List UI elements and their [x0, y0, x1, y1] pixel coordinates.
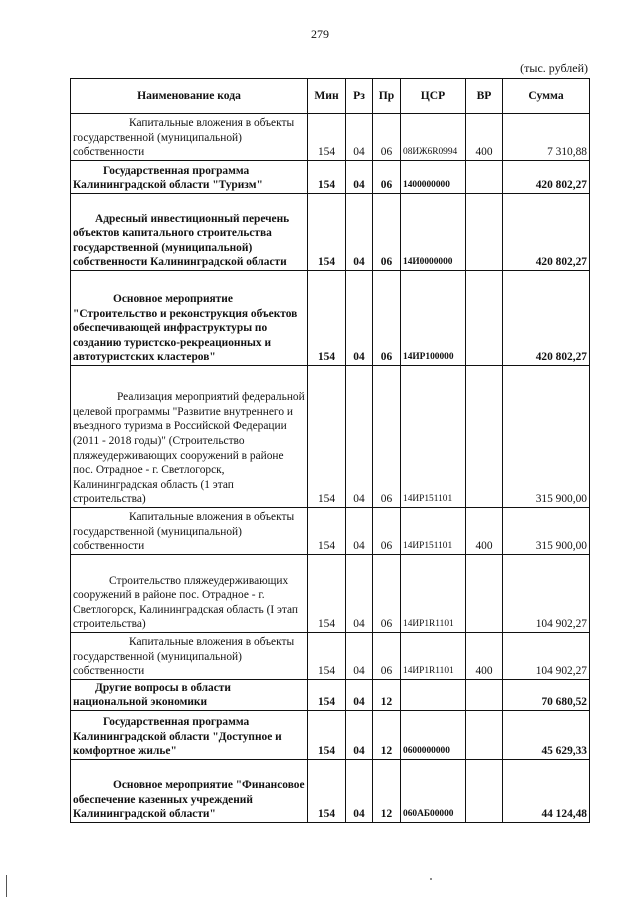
row-min: 154: [308, 194, 346, 271]
table-row: [71, 194, 590, 271]
row-csr: 14ИР1R1101: [401, 555, 466, 633]
table-row: [71, 633, 590, 680]
row-vr: [466, 271, 503, 366]
row-min: 154: [308, 271, 346, 366]
row-csr: [401, 680, 466, 711]
row-pr: 06: [373, 508, 401, 555]
row-min: 154: [308, 161, 346, 194]
row-sum: 104 902,27: [503, 633, 590, 680]
row-rz: 04: [346, 366, 373, 508]
row-csr: 08ИЖ6R0994: [401, 114, 466, 161]
row-rz: 04: [346, 555, 373, 633]
header-sum: Сумма: [503, 79, 590, 114]
row-rz: 04: [346, 194, 373, 271]
row-sum: 420 802,27: [503, 194, 590, 271]
table-row: [71, 508, 590, 555]
row-name: Другие вопросы в области национальной экономики: [71, 680, 308, 711]
row-vr: [466, 366, 503, 508]
row-csr: 14ИР151101: [401, 508, 466, 555]
row-csr: 14ИР151101: [401, 366, 466, 508]
row-min: 154: [308, 633, 346, 680]
header-csr: ЦСР: [401, 79, 466, 114]
row-vr: [466, 760, 503, 823]
row-name: Реализация мероприятий федеральной целевой программы "Развитие внутреннего и въездного туризма в Российской Федерации (2011 - 2018 годы)" (Строительство пляжеудерживающих сооружений в районе пос. Отрадное - г. Светлогорск, Калининградская область (1 этап строительства): [71, 366, 308, 508]
row-sum: 420 802,27: [503, 271, 590, 366]
row-vr: [466, 680, 503, 711]
row-name: Капитальные вложения в объекты государственной (муниципальной) собственности: [71, 114, 308, 161]
row-sum: 70 680,52: [503, 680, 590, 711]
row-name: Капитальные вложения в объекты государственной (муниципальной) собственности: [71, 633, 308, 680]
row-vr: 400: [466, 508, 503, 555]
row-sum: 420 802,27: [503, 161, 590, 194]
row-min: 154: [308, 680, 346, 711]
row-pr: 12: [373, 760, 401, 823]
table-row: [71, 161, 590, 194]
row-sum: 315 900,00: [503, 366, 590, 508]
table-header-row: [71, 79, 590, 114]
row-name: Адресный инвестиционный перечень объектов капитального строительства государственной (муниципальной) собственности Калининградской области: [71, 194, 308, 271]
row-name: Капитальные вложения в объекты государственной (муниципальной) собственности: [71, 508, 308, 555]
row-name: Строительство пляжеудерживающих сооружений в районе пос. Отрадное - г. Светлогорск, Калининградская область (I этап строительства): [71, 555, 308, 633]
row-min: 154: [308, 508, 346, 555]
row-vr: 400: [466, 114, 503, 161]
row-rz: 04: [346, 508, 373, 555]
row-csr: 14ИР1R1101: [401, 633, 466, 680]
row-min: 154: [308, 555, 346, 633]
row-rz: 04: [346, 633, 373, 680]
row-pr: 06: [373, 633, 401, 680]
row-min: 154: [308, 711, 346, 760]
row-min: 154: [308, 366, 346, 508]
row-name: Государственная программа Калининградской области "Туризм": [71, 161, 308, 194]
page-number: 279: [311, 27, 329, 41]
row-rz: 04: [346, 760, 373, 823]
table-row: [71, 711, 590, 760]
header-name: Наименование кода: [71, 79, 308, 114]
row-pr: 12: [373, 711, 401, 760]
row-min: 154: [308, 760, 346, 823]
margin-tick: [6, 875, 7, 897]
row-pr: 12: [373, 680, 401, 711]
row-pr: 06: [373, 194, 401, 271]
scan-speck: [430, 878, 432, 880]
header-min: Мин: [308, 79, 346, 114]
row-rz: 04: [346, 711, 373, 760]
header-pr: Пр: [373, 79, 401, 114]
table-row: [71, 366, 590, 508]
row-sum: 7 310,88: [503, 114, 590, 161]
budget-table: [70, 78, 590, 823]
row-name: Основное мероприятие "Строительство и реконструкция объектов обеспечивающей инфраструктуры по созданию туристско-рекреационных и автотуристских кластеров": [71, 271, 308, 366]
row-sum: 45 629,33: [503, 711, 590, 760]
row-vr: [466, 194, 503, 271]
table-row: [71, 271, 590, 366]
row-rz: 04: [346, 161, 373, 194]
table-row: [71, 760, 590, 823]
row-csr: 0600000000: [401, 711, 466, 760]
row-vr: 400: [466, 633, 503, 680]
header-rz: Рз: [346, 79, 373, 114]
row-sum: 104 902,27: [503, 555, 590, 633]
header-vr: ВР: [466, 79, 503, 114]
units-label: (тыс. рублей): [520, 61, 588, 75]
table-row: [71, 114, 590, 161]
row-name: Основное мероприятие "Финансовое обеспечение казенных учреждений Калининградской области": [71, 760, 308, 823]
row-csr: 060АБ00000: [401, 760, 466, 823]
row-pr: 06: [373, 366, 401, 508]
row-name: Государственная программа Калининградской области "Доступное и комфортное жилье": [71, 711, 308, 760]
table-row: [71, 555, 590, 633]
row-csr: 1400000000: [401, 161, 466, 194]
row-sum: 315 900,00: [503, 508, 590, 555]
row-pr: 06: [373, 555, 401, 633]
row-csr: 14И0000000: [401, 194, 466, 271]
row-pr: 06: [373, 114, 401, 161]
table-row: [71, 680, 590, 711]
row-vr: [466, 161, 503, 194]
row-vr: [466, 711, 503, 760]
row-pr: 06: [373, 271, 401, 366]
row-vr: [466, 555, 503, 633]
row-rz: 04: [346, 114, 373, 161]
row-rz: 04: [346, 271, 373, 366]
row-csr: 14ИР100000: [401, 271, 466, 366]
row-rz: 04: [346, 680, 373, 711]
row-min: 154: [308, 114, 346, 161]
row-pr: 06: [373, 161, 401, 194]
row-sum: 44 124,48: [503, 760, 590, 823]
